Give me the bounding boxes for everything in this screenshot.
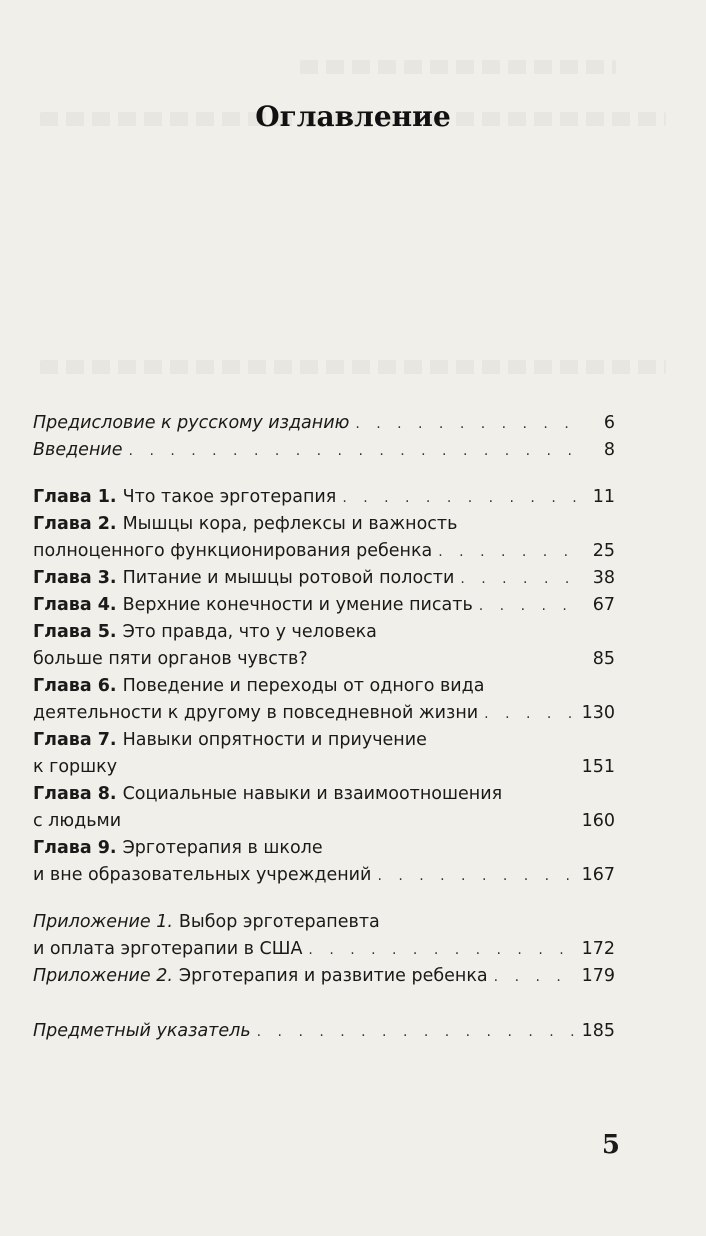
chapter-prefix: Глава 3.: [33, 568, 117, 588]
toc-entry-index[interactable]: [33, 1018, 615, 1045]
page-number: 5: [601, 1130, 620, 1160]
chapter-title: Эрготерапия в школе: [122, 838, 323, 858]
toc-entry-chapter-1[interactable]: [33, 484, 615, 511]
chapter-title: Социальные навыки и взаимоотношения: [122, 784, 503, 804]
bleed-through-text: [300, 60, 616, 74]
page-title: Оглавление: [255, 100, 451, 133]
toc-entry-appendix-2[interactable]: [33, 963, 615, 990]
toc-entry-page: 38: [592, 568, 615, 588]
chapter-title: Мышцы кора, рефлексы и важность: [122, 514, 458, 534]
chapter-title: Что такое эрготерапия: [122, 487, 337, 507]
appendix-title-cont: и оплата эрготерапии в США: [33, 939, 303, 959]
leader-dots: [460, 566, 579, 593]
chapter-title: Навыки опрятности и приучение: [122, 730, 427, 750]
toc-entry-page: 151: [581, 757, 615, 777]
toc-entry-appendix-1[interactable]: [33, 909, 615, 936]
toc-entry-chapter-8[interactable]: [33, 781, 615, 808]
toc-entry-page: 85: [592, 649, 615, 669]
appendix-prefix: Приложение 2.: [33, 966, 173, 986]
leader-dots: [308, 937, 573, 964]
toc-entry-chapter-7-cont[interactable]: [33, 754, 615, 781]
leader-dots: [494, 964, 574, 991]
leader-dots: [377, 863, 573, 890]
toc-entry-chapter-2-cont[interactable]: [33, 538, 615, 565]
leader-dots: [355, 411, 579, 438]
toc-entry-label: Предметный указатель: [33, 1021, 251, 1041]
toc-entry-page: 130: [581, 703, 615, 723]
toc-entry-chapter-2[interactable]: [33, 511, 615, 538]
toc-entry-chapter-3[interactable]: [33, 565, 615, 592]
chapter-prefix: Глава 7.: [33, 730, 117, 750]
chapter-title-cont: больше пяти органов чувств?: [33, 649, 308, 669]
table-of-contents: [33, 410, 615, 1045]
toc-entry-page: 160: [581, 811, 615, 831]
chapter-prefix: Глава 4.: [33, 595, 117, 615]
leader-dots: [129, 438, 579, 465]
leader-dots: [342, 485, 579, 512]
chapter-title: Питание и мышцы ротовой полости: [122, 568, 455, 588]
toc-entry-introduction[interactable]: [33, 437, 615, 464]
toc-entry-chapter-5[interactable]: [33, 619, 615, 646]
leader-dots: [484, 701, 573, 728]
chapter-title-cont: с людьми: [33, 811, 122, 831]
chapter-title: Верхние конечности и умение писать: [122, 595, 473, 615]
appendix-title: Эрготерапия и развитие ребенка: [178, 966, 488, 986]
toc-entry-chapter-5-cont[interactable]: [33, 646, 615, 673]
toc-entry-chapter-8-cont[interactable]: [33, 808, 615, 835]
toc-entry-chapter-7[interactable]: [33, 727, 615, 754]
toc-entry-page: 67: [592, 595, 615, 615]
chapter-title-cont: полноценного функционирования ребенка: [33, 541, 433, 561]
toc-entry-page: 11: [592, 487, 615, 507]
toc-entry-chapter-9-cont[interactable]: [33, 862, 615, 889]
toc-entry-page: 179: [581, 966, 615, 986]
chapter-title: Поведение и переходы от одного вида: [122, 676, 485, 696]
toc-entry-chapter-6[interactable]: [33, 673, 615, 700]
toc-entry-page: 185: [581, 1021, 615, 1041]
leader-dots: [257, 1019, 574, 1046]
leader-dots: [438, 539, 579, 566]
leader-dots: [479, 593, 579, 620]
bleed-through-text: [40, 360, 666, 374]
toc-entry-label: Введение: [33, 440, 123, 460]
chapter-title: Это правда, что у человека: [122, 622, 377, 642]
toc-entry-page: 25: [592, 541, 615, 561]
toc-entry-page: 6: [603, 413, 615, 433]
chapter-prefix: Глава 6.: [33, 676, 117, 696]
toc-entry-preface[interactable]: [33, 410, 615, 437]
chapter-title-cont: и вне образовательных учреждений: [33, 865, 372, 885]
chapter-prefix: Глава 8.: [33, 784, 117, 804]
chapter-prefix: Глава 1.: [33, 487, 117, 507]
toc-entry-chapter-6-cont[interactable]: [33, 700, 615, 727]
chapter-prefix: Глава 9.: [33, 838, 117, 858]
chapter-prefix: Глава 2.: [33, 514, 117, 534]
chapter-title-cont: к горшку: [33, 757, 118, 777]
appendix-prefix: Приложение 1.: [33, 912, 173, 932]
chapter-title-cont: деятельности к другому в повседневной жизни: [33, 703, 479, 723]
chapter-prefix: Глава 5.: [33, 622, 117, 642]
toc-entry-page: 8: [603, 440, 615, 460]
toc-entry-page: 167: [581, 865, 615, 885]
toc-entry-label: Предисловие к русскому изданию: [33, 413, 350, 433]
appendix-title: Выбор эрготерапевта: [178, 912, 380, 932]
toc-entry-appendix-1-cont[interactable]: [33, 936, 615, 963]
toc-entry-chapter-9[interactable]: [33, 835, 615, 862]
toc-entry-page: 172: [581, 939, 615, 959]
toc-entry-chapter-4[interactable]: [33, 592, 615, 619]
